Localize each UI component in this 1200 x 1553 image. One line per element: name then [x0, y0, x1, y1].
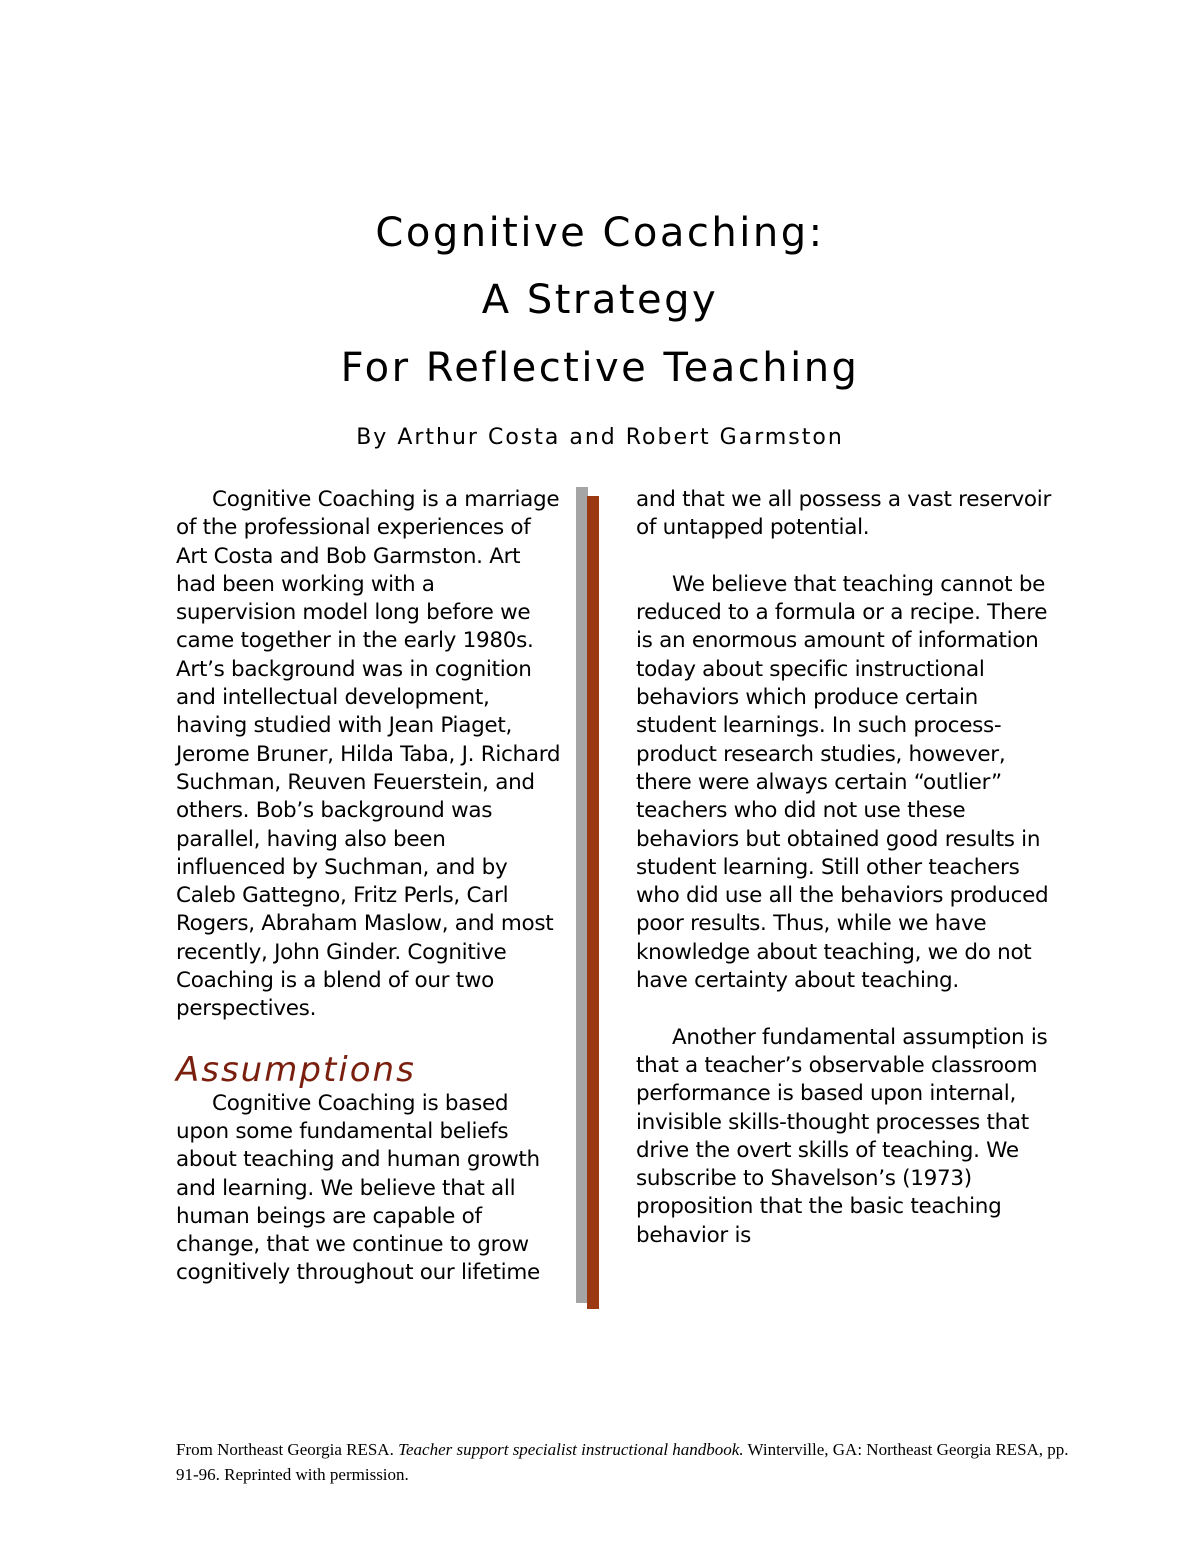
title-line-1: Cognitive Coaching: [375, 210, 825, 256]
byline: By Arthur Costa and Robert Garmston [356, 425, 844, 450]
title-line-3: For Reflective Teaching [340, 345, 860, 391]
teaching-formula-paragraph: We believe that teaching cannot be reduced to a formula or a recipe. There is an enormous amount of information today about specific instructional behaviors which produce certain student learnings. In such process-product research studies, however, there were always certain “outlier” teachers who did not use these behaviors but obtained good results in student learning. Still other teachers who did use all the behaviors produced poor results. Thus, while we have knowledge about teaching, we do not have certainty about teaching. [636, 571, 1049, 994]
right-column [636, 486, 1056, 1250]
assumptions-paragraph: Cognitive Coaching is based upon some fundamental beliefs about teaching and human growth and learning. We believe that all human beings are capable of change, that we continue to grow cognitively throughout our lifetime [176, 1090, 540, 1286]
column-divider [587, 496, 599, 1309]
citation-suffix: Winterville, GA: Northeast Georgia RESA, pp. 91-96. Reprinted with permission. [176, 1440, 1069, 1484]
citation-book-title: Teacher support specialist instructional handbook. [398, 1440, 744, 1459]
citation-prefix: From Northeast Georgia RESA. [176, 1440, 399, 1459]
fundamental-assumption-paragraph: Another fundamental assumption is that a teacher’s observable classroom performance is based upon internal, invisible skills-thought processes that drive the overt skills of teaching. We subscribe to Shavelson’s (1973) proposition that the basic teaching behavior is [636, 1024, 1048, 1248]
continuation-paragraph: and that we all possess a vast reservoir of untapped potential. [636, 487, 1051, 541]
title-line-2: A Strategy [481, 277, 719, 323]
section-heading-assumptions: Assumptions [176, 1049, 416, 1090]
source-citation [176, 1437, 1076, 1487]
left-column [176, 486, 561, 1288]
intro-paragraph: Cognitive Coaching is a marriage of the professional experiences of Art Costa and Bob Garmston. Art had been working with a supervision model long before we came together in the early 1980s. Art’s background was in cognition and intellectual development, having studied with Jean Piaget, Jerome Bruner, Hilda Taba, J. Richard Suchman, Reuven Feuerstein, and others. Bob’s background was parallel, having also been influenced by Suchman, and by Caleb Gattegno, Fritz Perls, Carl Rogers, Abraham Maslow, and most recently, John Ginder. Cognitive Coaching is a blend of our two perspectives. [176, 487, 561, 1022]
